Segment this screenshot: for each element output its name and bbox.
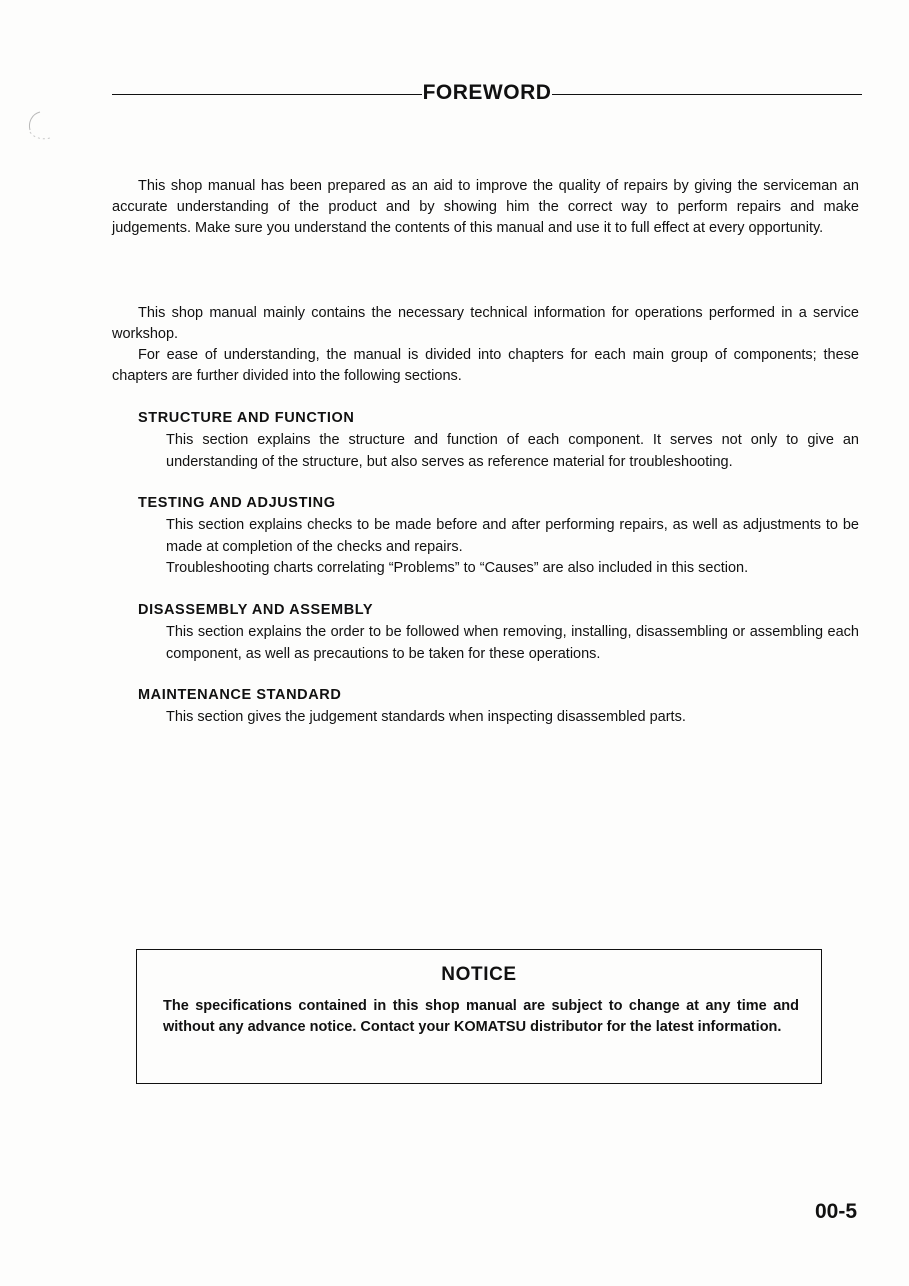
- section-title-testing: TESTING AND ADJUSTING: [138, 495, 336, 511]
- section-line: This section gives the judgement standards when inspecting disassembled parts.: [166, 709, 686, 725]
- intro-paragraph: This shop manual has been prepared as an aid to improve the quality of repairs by giving the serviceman an accurate understanding of the product and by showing him the correct way to perform repairs and make judgements. Make sure you understand the contents of this manual and use it to full effect at every opportunity.: [112, 178, 859, 236]
- heading-rule-right: [552, 94, 862, 95]
- section-line: This section explains the order to be followed when removing, installing, disassembling or assembling each component, as well as precautions to be taken for these operations.: [166, 624, 859, 662]
- foreword-heading: [112, 78, 862, 108]
- section-line: This section explains the structure and function of each component. It serves not only to give an understanding of the structure, but also serves as reference material for troubleshooting.: [166, 432, 859, 470]
- notice-text: The specifications contained in this shop manual are subject to change at any time and without any advance notice. Contact your KOMATSU distributor for the latest information.: [163, 998, 799, 1035]
- heading-rule-left: [112, 94, 422, 95]
- section-title-disassembly: DISASSEMBLY AND ASSEMBLY: [138, 602, 374, 618]
- section-title-structure: STRUCTURE AND FUNCTION: [138, 410, 355, 426]
- section-body-testing: [166, 515, 859, 580]
- page-title: FOREWORD: [422, 81, 552, 104]
- section-body-structure: [166, 430, 859, 473]
- notice-title: NOTICE: [441, 964, 517, 985]
- section-line: Troubleshooting charts correlating “Problems” to “Causes” are also included in this section.: [166, 560, 749, 576]
- contents-paragraph-2: For ease of understanding, the manual is divided into chapters for each main group of components; these chapters are further divided into the following sections.: [112, 347, 859, 384]
- section-body-maintenance: [166, 707, 859, 729]
- scan-artifact-mark: [22, 108, 56, 144]
- notice-box: [136, 949, 822, 1084]
- section-title-maintenance: MAINTENANCE STANDARD: [138, 687, 342, 703]
- contents-paragraph-1: This shop manual mainly contains the necessary technical information for operations performed in a service workshop.: [112, 305, 859, 342]
- section-body-disassembly: [166, 622, 859, 665]
- section-line: This section explains checks to be made before and after performing repairs, as well as adjustments to be made at completion of the checks and repairs.: [166, 517, 859, 555]
- page-number: 00-5: [814, 1200, 857, 1223]
